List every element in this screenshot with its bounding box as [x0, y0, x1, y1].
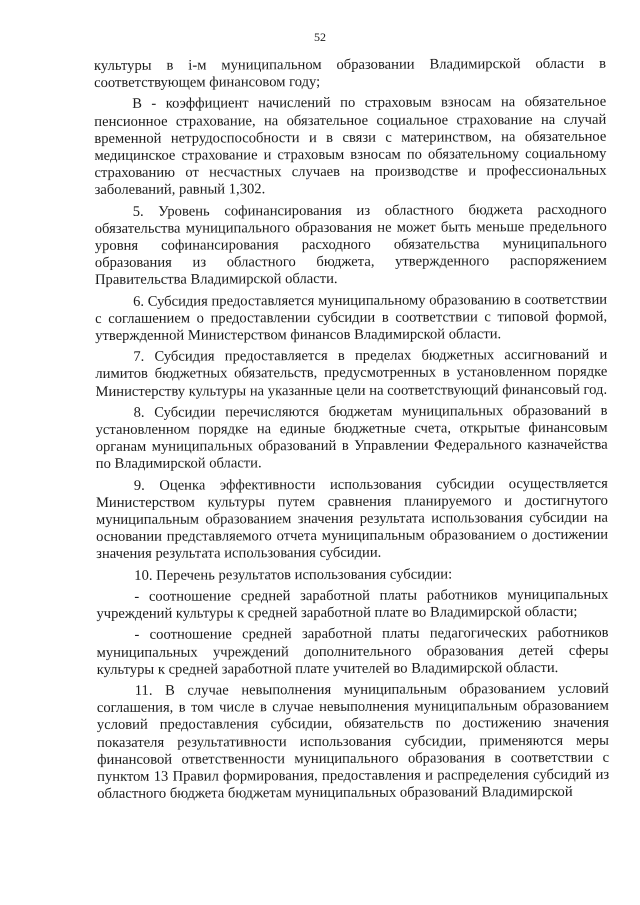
- page-number: 52: [314, 30, 326, 44]
- paragraph-item-5: 5. Уровень софинансирования из областного бюджета расходного обязательства муниципального образования не может быть меньше предельного уровня софинансирования расходного обязательства муниципального образования из областного бюджета, утвержденного распоряжением Правительства Владимирской области.: [94, 201, 607, 289]
- paragraph-continuation: культуры в i-м муниципальном образовании Владимирской области в соответствующем финансовом году;: [94, 55, 607, 92]
- paragraph-item-7: 7. Субсидия предоставляется в пределах бюджетных ассигнований и лимитов бюджетных обязательств, предусмотренных в установленном порядке Министерству культуры на указанные цели на соответствующий финансовый год.: [95, 347, 608, 400]
- paragraph-item-10: 10. Перечень результатов использования субсидии:: [134, 566, 453, 584]
- paragraph-coefficient-b: В - коэффициент начислений по страховым взносам на обязательное пенсионное страхование, на обязательное социальное страхование на случай временной нетрудоспособности и в связи с материнством, на обязательное медицинское страхование и страховым взносам по обязательному социальному страхованию от несчастных случаев на производстве и профессиональных заболеваний, равный 1,302.: [94, 94, 607, 199]
- paragraph-item-8: 8. Субсидии перечисляются бюджетам муниципальных образований в установленном порядке на единые бюджетные счета, открытые финансовым органам муниципальных образований в Управлении Федерального казначейства по Владимирской области.: [95, 402, 608, 473]
- paragraph-item-6: 6. Субсидия предоставляется муниципальному образованию в соответствии с соглашением о предоставлении субсидии в соответствии с типовой формой, утвержденной Министерством финансов Владимирской области.: [95, 291, 608, 345]
- paragraph-item-9: 9. Оценка эффективности использования субсидии осуществляется Министерством культуры путем сравнения планируемого и достигнутого муниципальным образованием значения результата использования субсидии на основании представляемого отчета муниципальным образованием о достижении значения результата использования субсидии.: [95, 475, 609, 563]
- list-item-result-2: - соотношение средней заработной платы педагогических работников муниципальных учреждений дополнительного образования детей сферы культуры к средней заработной плате учителей во Владимирской области.: [96, 625, 609, 678]
- document-body: [94, 56, 609, 804]
- list-item-result-1: - соотношение средней заработной платы работников муниципальных учреждений культуры к средней заработной плате во Владимирской области;: [96, 586, 609, 623]
- paragraph-item-11: 11. В случае невыполнения муниципальным образованием условий соглашения, в том числе в случае невыполнения муниципальным образованием условий предоставления субсидии, обязательств по достижению значения показателя результативности использования субсидии, применяются меры финансовой ответственности муниципального образования в соответствии с пунктом 13 Правил формирования, предоставления и распределения субсидий из областного бюджета бюджетам муниципальных образований Владимирской: [96, 680, 610, 803]
